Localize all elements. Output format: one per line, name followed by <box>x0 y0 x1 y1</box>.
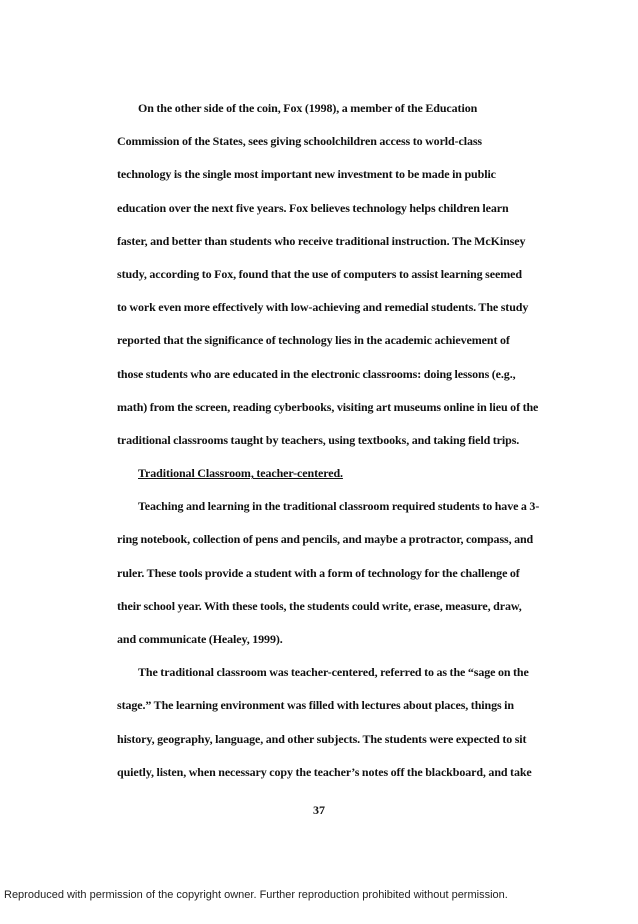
text-line: On the other side of the coin, Fox (1998), a member of the Education <box>138 101 478 115</box>
section-heading: Traditional Classroom, teacher-centered. <box>138 466 343 481</box>
text-line: and communicate (Healey, 1999). <box>117 632 283 646</box>
text-line: technology is the single most important new investment to be made in public <box>117 167 496 182</box>
body-text <box>117 92 554 789</box>
text-line: Teaching and learning in the traditional classroom required students to have a 3- <box>138 499 540 514</box>
text-line: those students who are educated in the electronic classrooms: doing lessons (e.g., <box>117 366 516 381</box>
text-line: faster, and better than students who receive traditional instruction. The McKinsey <box>117 233 526 248</box>
text-line: Commission of the States, sees giving schoolchildren access to world-class <box>117 134 482 149</box>
text-line: their school year. With these tools, the students could write, erase, measure, draw, <box>117 598 522 613</box>
text-line: stage.” The learning environment was filled with lectures about places, things in <box>117 698 514 713</box>
copyright-footer: Reproduced with permission of the copyright owner. Further reproduction prohibited without permission. <box>4 889 508 901</box>
paragraph-3 <box>117 656 554 789</box>
text-line: history, geography, language, and other subjects. The students were expected to sit <box>117 731 527 746</box>
text-line: study, according to Fox, found that the use of computers to assist learning seemed <box>117 266 522 281</box>
text-line: The traditional classroom was teacher-centered, referred to as the “sage on the <box>138 665 529 680</box>
text-line: traditional classrooms taught by teachers, using textbooks, and taking field trips. <box>117 432 520 447</box>
text-line: ring notebook, collection of pens and pencils, and maybe a protractor, compass, and <box>117 532 534 547</box>
page-number: 37 <box>313 803 325 817</box>
text-line: education over the next five years. Fox believes technology helps children learn <box>117 200 509 215</box>
text-line: quietly, listen, when necessary copy the teacher’s notes off the blackboard, and take <box>117 764 532 779</box>
text-line: ruler. These tools provide a student with a form of technology for the challenge of <box>117 565 520 580</box>
paragraph-1 <box>117 92 554 457</box>
paragraph-2 <box>117 490 554 656</box>
text-line: reported that the significance of technology lies in the academic achievement of <box>117 333 510 348</box>
text-line: to work even more effectively with low-achieving and remedial students. The study <box>117 300 529 315</box>
text-line: math) from the screen, reading cyberbooks, visiting art museums online in lieu of the <box>117 399 539 414</box>
